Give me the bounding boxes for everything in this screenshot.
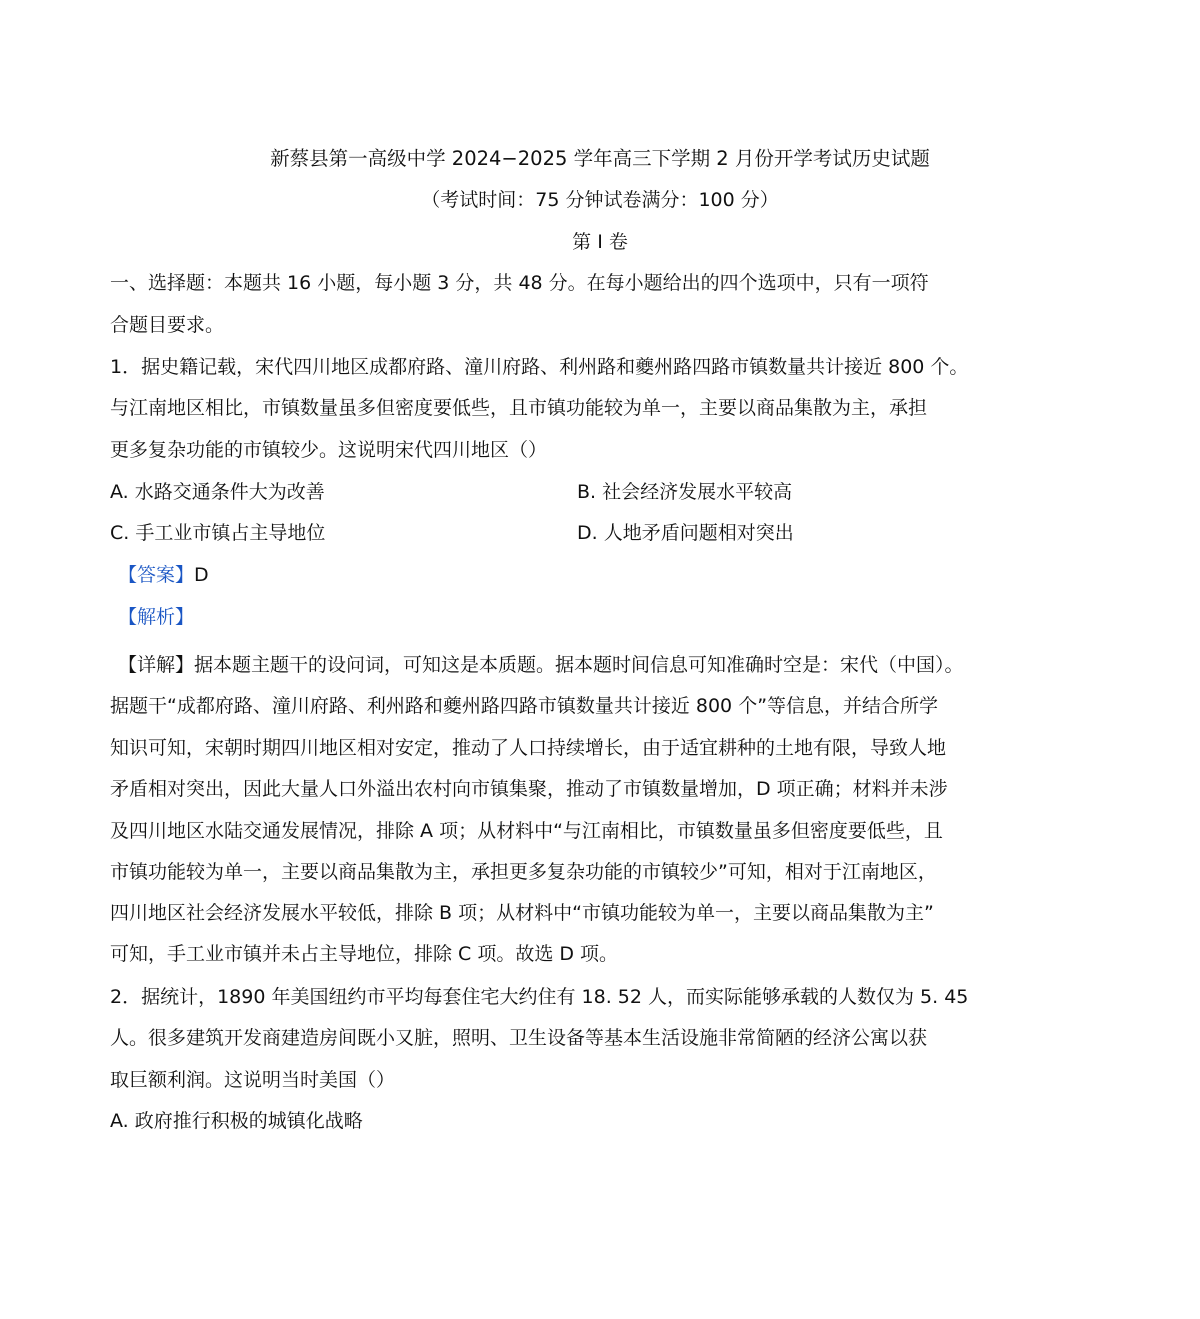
q1-detail-line-6: 市镇功能较为单一，主要以商品集散为主，承担更多复杂功能的市镇较少”可知，相对于江南地区， — [110, 861, 937, 883]
section-instructions-line-2: 合题目要求。 — [110, 314, 225, 336]
q1-detail-line-3: 知识可知，宋朝时期四川地区相对安定，推动了人口持续增长，由于适宜耕种的土地有限，导致人地 — [110, 737, 947, 759]
answer-tag: 【答案】 — [118, 564, 195, 586]
detail-tag: 【详解】 — [118, 654, 195, 676]
q1-detail-line-8: 可知，手工业市镇并未占主导地位，排除 C 项。故选 D 项。 — [110, 943, 619, 965]
q1-stem-line-2: 与江南地区相比，市镇数量虽多但密度要低些，且市镇功能较为单一，主要以商品集散为主，承担 — [110, 397, 928, 419]
q1-detail-line-7: 四川地区社会经济发展水平较低，排除 B 项；从材料中“市镇功能较为单一，主要以商品集散为主” — [110, 902, 934, 924]
q1-option-c: C. 手工业市镇占主导地位 — [110, 522, 326, 544]
q1-detail-line-1 — [118, 652, 964, 678]
q2-stem-line-3: 取巨额利润。这说明当时美国（） — [110, 1069, 396, 1091]
q1-stem-line-3: 更多复杂功能的市镇较少。这说明宋代四川地区（） — [110, 439, 548, 461]
q1-answer — [118, 562, 209, 588]
q1-option-d: D. 人地矛盾问题相对突出 — [577, 522, 794, 544]
q1-detail-line-5: 及四川地区水陆交通发展情况，排除 A 项；从材料中“与江南相比，市镇数量虽多但密度要低些，且 — [110, 820, 943, 842]
q1-analysis — [118, 604, 194, 630]
q1-stem-line-1: 1．据史籍记载，宋代四川地区成都府路、潼川府路、利州路和夔州路四路市镇数量共计接近 800 个。 — [110, 356, 969, 378]
volume-label: 第 I 卷 — [572, 231, 628, 253]
q1-option-a: A. 水路交通条件大为改善 — [110, 481, 325, 503]
analysis-tag: 【解析】 — [118, 606, 195, 628]
q1-option-b: B. 社会经济发展水平较高 — [577, 481, 793, 503]
q1-detail-line-4: 矛盾相对突出，因此大量人口外溢出农村向市镇集聚，推动了市镇数量增加，D 项正确；材料并未涉 — [110, 778, 948, 800]
detail-text-1: 据本题主题干的设问词，可知这是本质题。据本题时间信息可知准确时空是：宋代（中国）。 — [194, 654, 964, 676]
exam-title: 新蔡县第一高级中学 2024−2025 学年高三下学期 2 月份开学考试历史试题 — [270, 147, 930, 170]
q1-detail-line-2: 据题干“成都府路、潼川府路、利州路和夔州路四路市镇数量共计接近 800 个”等信息，并结合所学 — [110, 695, 939, 717]
section-instructions-line-1: 一、选择题：本题共 16 小题，每小题 3 分，共 48 分。在每小题给出的四个选项中，只有一项符 — [110, 272, 929, 294]
q2-stem-line-2: 人。很多建筑开发商建造房间既小又脏，照明、卫生设备等基本生活设施非常简陋的经济公寓以获 — [110, 1027, 928, 1049]
q2-option-a: A. 政府推行积极的城镇化战略 — [110, 1110, 363, 1132]
exam-info: （考试时间：75 分钟试卷满分：100 分） — [421, 189, 779, 211]
q2-stem-line-1: 2．据统计，1890 年美国纽约市平均每套住宅大约住有 18. 52 人，而实际能够承载的人数仅为 5. 45 — [110, 986, 969, 1008]
answer-value: D — [194, 564, 209, 586]
